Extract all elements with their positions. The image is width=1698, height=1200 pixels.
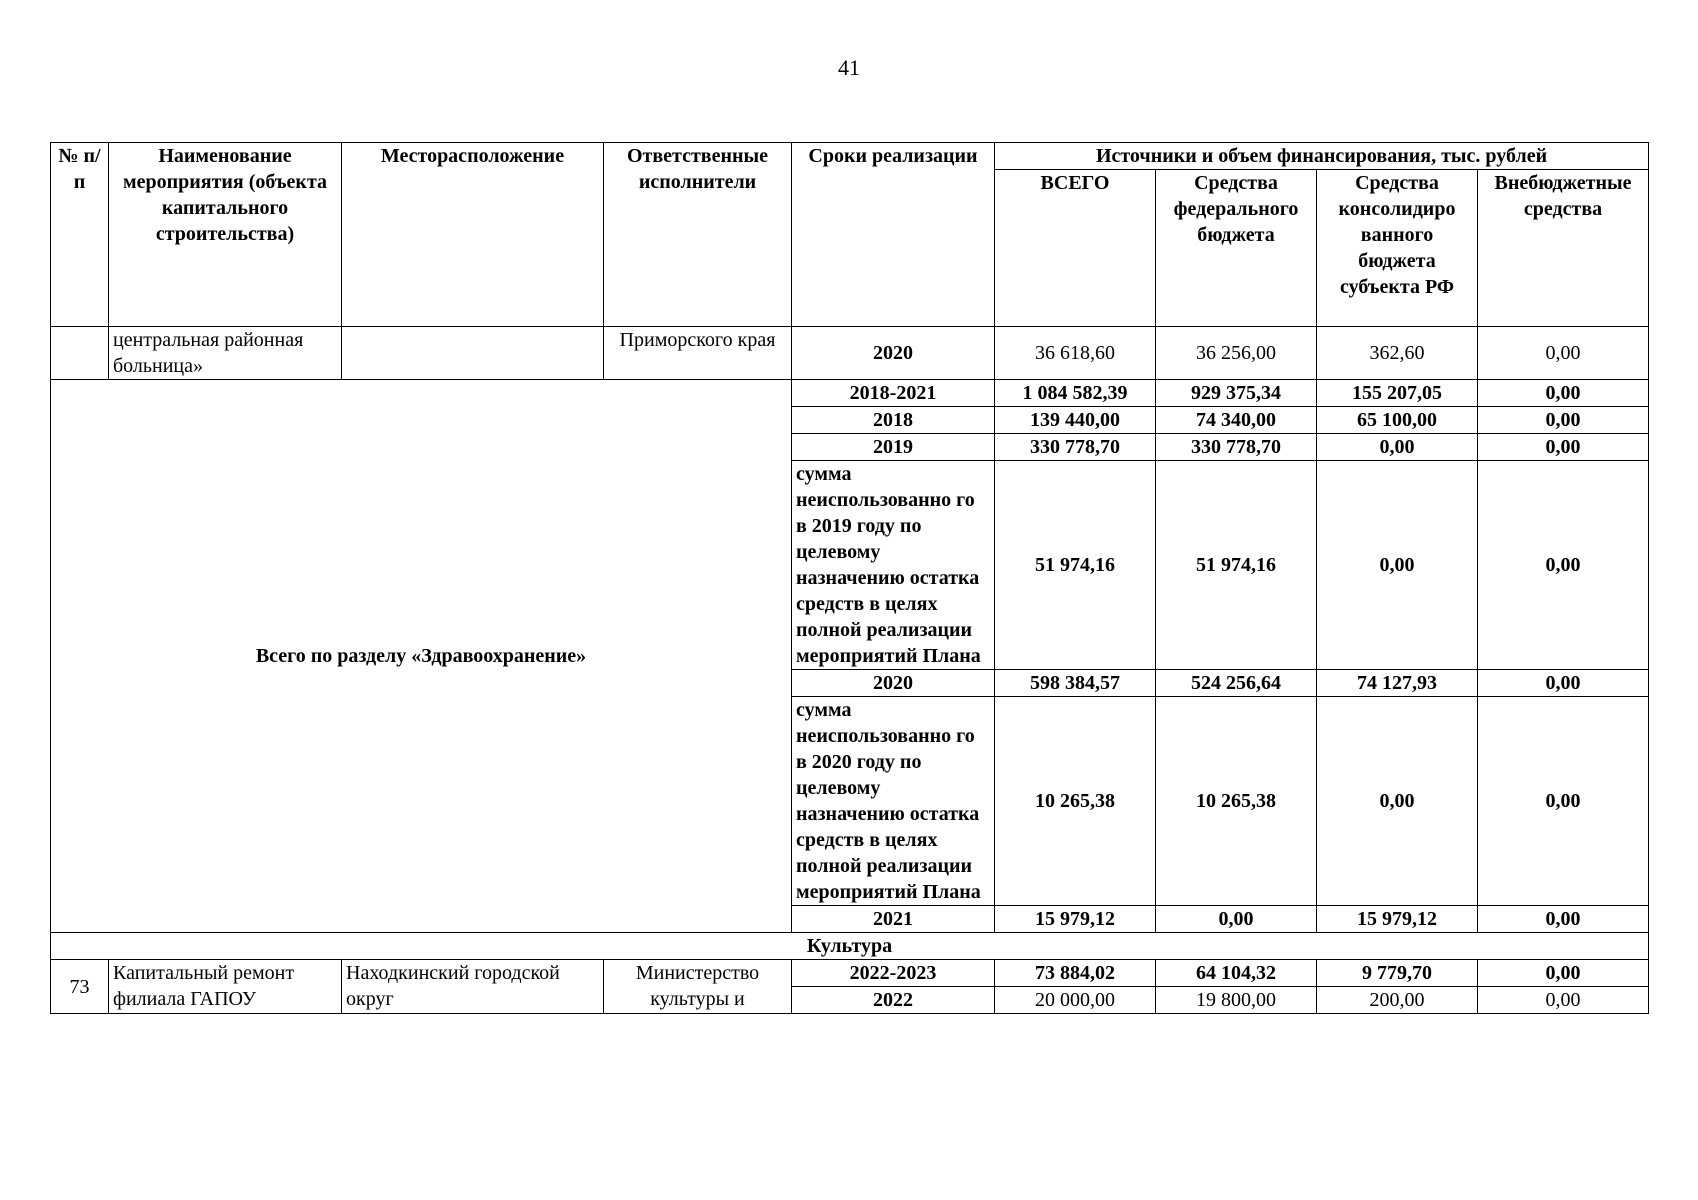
item-location: Находкинский городской округ [342,960,604,1014]
total-regional: 65 100,00 [1317,407,1478,434]
cont-total: 36 618,60 [995,327,1156,380]
cont-offbudget: 0,00 [1478,327,1649,380]
total-federal: 524 256,64 [1156,670,1317,697]
header-row-1 [51,143,1649,170]
total-period: 2018 [792,407,995,434]
total-federal: 0,00 [1156,906,1317,933]
total-regional: 15 979,12 [1317,906,1478,933]
item-name: Капитальный ремонт филиала ГАПОУ [109,960,342,1014]
item-total: 73 884,02 [995,960,1156,987]
total-period: 2018-2021 [792,380,995,407]
cont-regional: 362,60 [1317,327,1478,380]
item-period: 2022-2023 [792,960,995,987]
header-period: Сроки реализации [792,143,995,327]
cont-period: 2020 [792,327,995,380]
item-period: 2022 [792,987,995,1014]
item-regional: 9 779,70 [1317,960,1478,987]
cont-federal: 36 256,00 [1156,327,1317,380]
total-offbudget: 0,00 [1478,407,1649,434]
cont-num [51,327,109,380]
total-offbudget: 0,00 [1478,906,1649,933]
total-offbudget: 0,00 [1478,461,1649,670]
total-period-note: сумма неиспользованно го в 2019 году по целевому назначению остатка средств в целях полной реализации мероприятий Плана [792,461,995,670]
continuation-row [51,327,1649,380]
table-row [51,960,1649,987]
total-regional: 155 207,05 [1317,380,1478,407]
header-num: № п/п [51,143,109,327]
total-period: 2020 [792,670,995,697]
total-federal: 929 375,34 [1156,380,1317,407]
header-location: Месторасположение [342,143,604,327]
total-federal: 10 265,38 [1156,697,1317,906]
total-federal: 330 778,70 [1156,434,1317,461]
header-federal: Средства федерального бюджета [1156,170,1317,327]
total-federal: 51 974,16 [1156,461,1317,670]
header-offbudget: Внебюджетные средства [1478,170,1649,327]
header-executors: Ответственные исполнители [604,143,792,327]
total-federal: 74 340,00 [1156,407,1317,434]
item-num: 73 [51,960,109,1014]
item-total: 20 000,00 [995,987,1156,1014]
header-total: ВСЕГО [995,170,1156,327]
page-number: 41 [838,55,860,80]
total-offbudget: 0,00 [1478,434,1649,461]
item-offbudget: 0,00 [1478,987,1649,1014]
total-sum: 330 778,70 [995,434,1156,461]
total-sum: 139 440,00 [995,407,1156,434]
total-sum: 598 384,57 [995,670,1156,697]
header-sources: Источники и объем финансирования, тыс. рублей [995,143,1649,170]
total-period: 2019 [792,434,995,461]
total-regional: 74 127,93 [1317,670,1478,697]
total-regional: 0,00 [1317,461,1478,670]
item-federal: 64 104,32 [1156,960,1317,987]
section-row-culture [51,933,1649,960]
total-sum: 1 084 582,39 [995,380,1156,407]
item-offbudget: 0,00 [1478,960,1649,987]
section-total-label: Всего по разделу «Здравоохранение» [51,380,792,933]
total-regional: 0,00 [1317,434,1478,461]
total-sum: 15 979,12 [995,906,1156,933]
total-regional: 0,00 [1317,697,1478,906]
total-offbudget: 0,00 [1478,697,1649,906]
item-regional: 200,00 [1317,987,1478,1014]
financing-table [50,142,1649,1014]
item-federal: 19 800,00 [1156,987,1317,1014]
total-offbudget: 0,00 [1478,380,1649,407]
total-offbudget: 0,00 [1478,670,1649,697]
item-executors: Министерство культуры и [604,960,792,1014]
section-title-culture: Культура [51,933,1649,960]
total-period-note: сумма неиспользованно го в 2020 году по целевому назначению остатка средств в целях полной реализации мероприятий Плана [792,697,995,906]
header-name: Наименование мероприятия (объекта капитального строительства) [109,143,342,327]
total-period: 2021 [792,906,995,933]
total-sum: 51 974,16 [995,461,1156,670]
header-regional: Средства консолидиро ванного бюджета субъекта РФ [1317,170,1478,327]
total-sum: 10 265,38 [995,697,1156,906]
cont-executors: Приморского края [604,327,792,380]
cont-name: центральная районная больница» [109,327,342,380]
total-row [51,380,1649,407]
cont-location [342,327,604,380]
